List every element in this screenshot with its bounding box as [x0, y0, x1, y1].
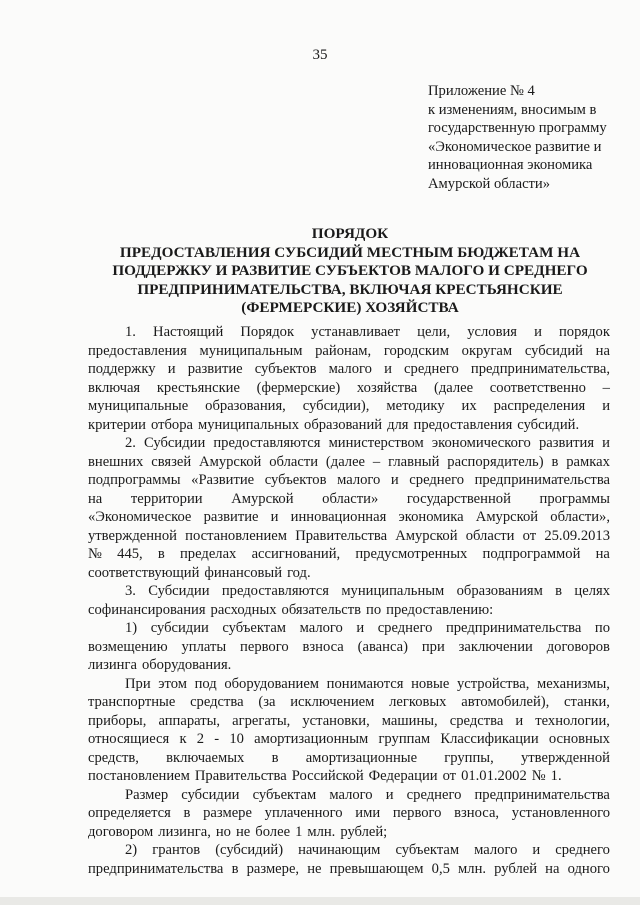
body-text: [88, 323, 610, 878]
appendix-line: Приложение № 4: [428, 83, 535, 99]
word: распределения: [493, 398, 586, 414]
word: финансовый: [204, 564, 283, 581]
word: предоставляются: [213, 435, 321, 451]
word: размере,: [246, 860, 300, 877]
word: малого: [329, 786, 373, 803]
word: год.: [287, 564, 311, 581]
word: Размер: [125, 786, 169, 803]
word: среднего: [377, 620, 433, 636]
body-line: [88, 712, 610, 731]
word: не: [235, 823, 251, 840]
word: развитие: [203, 509, 259, 525]
word: области»: [322, 490, 379, 507]
word: субъектам: [395, 842, 460, 858]
word: хозяйства: [356, 379, 418, 396]
word: не: [307, 860, 322, 877]
word: Амурской: [475, 509, 539, 525]
word: группы,: [444, 749, 494, 766]
body-line: [88, 453, 610, 472]
word: но: [215, 823, 231, 840]
word: машины,: [381, 712, 438, 729]
word: предоставления: [413, 416, 513, 433]
word: государственной: [406, 490, 511, 507]
word: группам: [378, 731, 431, 747]
word: предусмотренных: [355, 546, 468, 562]
word: агрегаты,: [232, 712, 291, 729]
word: малого: [337, 472, 381, 488]
body-line: [88, 564, 610, 583]
word: 3.: [125, 583, 136, 599]
word: цели,: [417, 324, 451, 340]
word: и: [534, 324, 542, 340]
word: (далее: [325, 453, 366, 470]
word: размере: [203, 805, 252, 821]
body-line: [88, 638, 610, 657]
word: соответственно: [489, 379, 586, 396]
word: амортизационным: [254, 731, 369, 747]
body-line: [88, 656, 610, 675]
word: ими: [355, 805, 381, 821]
word: программы: [539, 490, 610, 507]
word: их: [461, 398, 477, 414]
word: договором: [88, 823, 154, 840]
word: взноса,: [454, 805, 500, 821]
word: в: [271, 749, 279, 766]
word: в: [231, 860, 239, 877]
body-line: [88, 397, 610, 416]
body-line: [88, 379, 610, 398]
word: легковых: [389, 694, 447, 710]
word: транспортные: [88, 694, 176, 710]
word: уплаты: [181, 638, 227, 655]
word: №: [531, 768, 546, 784]
word: и: [167, 361, 176, 377]
word: в: [555, 583, 563, 599]
word: Российской: [291, 768, 364, 784]
word: и: [356, 620, 365, 636]
word: определяется: [88, 805, 171, 821]
word: «Экономическое: [88, 509, 192, 525]
word: аппараты,: [158, 712, 221, 729]
word: критерии: [88, 416, 146, 433]
word: заключении: [458, 638, 533, 655]
body-line: [88, 545, 610, 564]
word: для: [387, 416, 409, 433]
word: амортизационные: [305, 749, 418, 766]
word: соответствующий: [88, 564, 200, 581]
word: включая: [88, 379, 141, 396]
body-line: [88, 601, 610, 620]
word: договоров: [546, 638, 610, 655]
word: на: [595, 342, 610, 359]
word: (аванса): [357, 638, 408, 655]
word: исключением: [290, 694, 375, 710]
body-line: [88, 786, 610, 805]
word: «Развитие: [191, 472, 255, 488]
word: №: [88, 546, 102, 562]
title-line: ПОРЯДОК: [311, 225, 389, 242]
appendix-line: государственную программу: [428, 120, 607, 137]
word: основных: [548, 731, 610, 747]
body-line: [88, 860, 610, 879]
word: первого: [240, 638, 289, 655]
word: софинансирования: [88, 601, 206, 618]
body-line: [88, 416, 610, 435]
word: –: [372, 453, 381, 470]
body-line: [88, 823, 610, 842]
word: рублей: [494, 860, 538, 877]
word: (субсидий): [215, 842, 284, 858]
word: субсидии: [181, 786, 240, 803]
word: малого: [299, 620, 343, 636]
word: оборудованием: [224, 675, 320, 692]
word: распорядитель): [447, 453, 544, 470]
word: предпринимательства: [474, 472, 610, 488]
word: подпрограммы: [88, 472, 181, 488]
word: среднего: [555, 842, 610, 858]
word: 2.: [125, 435, 136, 451]
word: под: [194, 675, 217, 692]
word: Субсидии: [144, 435, 206, 451]
word: 01.01.2002: [461, 768, 527, 784]
word: министерством: [328, 435, 424, 451]
word: развитие: [187, 361, 243, 377]
word: рублей;: [340, 823, 388, 840]
word: в: [157, 546, 165, 562]
word: предоставлению:: [386, 601, 494, 618]
body-line: [88, 434, 610, 453]
word: районам,: [315, 342, 372, 359]
word: инновационная: [290, 509, 387, 525]
word: расходных: [210, 601, 277, 618]
word: субсидий: [524, 342, 583, 359]
word: возмещению: [88, 638, 168, 655]
word: от: [442, 768, 457, 784]
word: устанавливает: [311, 324, 401, 340]
body-line: [88, 767, 610, 786]
word: 10: [229, 731, 244, 747]
word: превышающем: [329, 860, 424, 877]
word: развития: [538, 435, 595, 451]
word: и: [515, 712, 524, 729]
word: и: [532, 842, 541, 858]
word: и: [384, 361, 392, 377]
word: одного: [567, 860, 610, 877]
word: малого: [328, 361, 372, 377]
word: среднего: [406, 786, 462, 803]
page-number: 35: [312, 47, 328, 63]
word: Субсидии: [148, 583, 210, 599]
word: включаемых: [166, 749, 245, 766]
word: внешних: [88, 453, 144, 470]
word: и: [390, 472, 399, 488]
word: -: [214, 731, 220, 747]
word: области: [465, 527, 515, 544]
word: приборы,: [88, 712, 147, 729]
word: главный: [388, 453, 440, 470]
word: порядок: [559, 324, 610, 340]
appendix-line: инновационная экономика: [428, 157, 593, 174]
word: предоставления: [88, 342, 187, 359]
word: (фермерские): [256, 379, 341, 396]
word: по: [366, 601, 382, 618]
word: Правительства: [295, 527, 388, 544]
word: механизмы,: [536, 675, 610, 692]
word: в: [551, 453, 559, 470]
body-line: [88, 342, 610, 361]
word: ассигнований,: [251, 546, 341, 562]
word: постановлением: [185, 527, 288, 544]
appendix-block: [428, 82, 633, 194]
word: средства: [449, 712, 504, 729]
word: станки,: [564, 694, 610, 710]
word: образованиям: [456, 583, 543, 599]
word: понимаются: [326, 675, 404, 692]
word: экономического: [431, 435, 531, 451]
word: округам: [461, 342, 513, 359]
word: (за: [258, 694, 276, 710]
word: пределах: [180, 546, 237, 562]
word: при: [421, 638, 445, 655]
word: При: [125, 675, 151, 692]
word: Амурской: [231, 490, 294, 507]
word: области»,: [550, 509, 610, 525]
title-line: ПРЕДПРИНИМАТЕЛЬСТВА, ВКЛЮЧАЯ КРЕСТЬЯНСКИЕ: [137, 280, 563, 298]
word: условия: [467, 324, 518, 340]
word: предоставляются: [221, 583, 329, 599]
word: средства: [190, 694, 244, 710]
word: на: [545, 860, 560, 877]
word: среднего: [409, 472, 464, 488]
word: в: [183, 805, 191, 821]
word: 1): [125, 620, 138, 636]
word: подпрограммой: [482, 546, 581, 562]
word: лизинга: [88, 657, 137, 673]
body-line: [88, 508, 610, 527]
word: 25.09.2013: [544, 527, 610, 544]
word: Правительства: [194, 768, 287, 784]
word: более: [255, 823, 291, 840]
document-title: [95, 225, 605, 318]
word: к: [179, 731, 187, 747]
body-line: [88, 730, 610, 749]
word: территории: [130, 490, 203, 507]
body-line: [88, 619, 610, 638]
word: предпринимательства: [88, 860, 224, 877]
word: 1: [295, 823, 303, 840]
word: млн.: [307, 823, 336, 840]
word: целях: [574, 583, 610, 599]
word: муниципальным: [199, 342, 303, 359]
word: образования,: [205, 398, 286, 414]
word: субъектов: [254, 361, 317, 377]
word: предпринимательства: [445, 620, 582, 636]
word: –: [602, 379, 610, 396]
word: субъектов: [264, 472, 327, 488]
word: муниципальные: [88, 398, 189, 414]
title-line: (ФЕРМЕРСКИЕ) ХОЗЯЙСТВА: [241, 299, 459, 317]
word: связей: [151, 453, 192, 470]
word: предпринимательства,: [470, 361, 610, 377]
body-line: [88, 360, 610, 379]
word: субъектам: [252, 786, 317, 803]
word: грантов: [152, 842, 201, 858]
word: методику: [386, 398, 445, 414]
word: (далее: [433, 379, 474, 396]
title-line: ПРЕДОСТАВЛЕНИЯ СУБСИДИЙ МЕСТНЫМ БЮДЖЕТАМ НА: [119, 243, 581, 261]
word: относящиеся: [88, 731, 170, 747]
word: 445,: [117, 546, 143, 562]
word: субсидии: [150, 620, 209, 636]
word: отбора: [150, 416, 193, 433]
word: поддержку: [88, 361, 156, 377]
word: предпринимательства: [474, 786, 610, 803]
body-line: [88, 471, 610, 490]
word: первого: [392, 805, 442, 821]
word: 1.: [125, 324, 136, 340]
word: и: [602, 435, 610, 451]
word: Федерации: [368, 768, 438, 784]
word: лизинга,: [158, 823, 211, 840]
word: на: [595, 546, 610, 562]
word: Настоящий: [153, 324, 224, 340]
body-line: [88, 749, 610, 768]
word: муниципальных: [197, 416, 300, 433]
body-line: [88, 675, 610, 694]
word: технологии,: [535, 712, 610, 729]
body-line: [88, 693, 610, 712]
word: взноса: [302, 638, 344, 655]
word: Амурской: [395, 527, 458, 544]
word: Порядок: [240, 324, 295, 340]
word: Амурской: [199, 453, 262, 470]
word: утвержденной: [88, 527, 177, 544]
word: этом: [158, 675, 187, 692]
word: 1.: [550, 768, 562, 784]
appendix-line: Амурской области»: [428, 175, 551, 192]
word: начинающим: [298, 842, 381, 858]
page-bottom-edge: [0, 897, 640, 905]
body-line: [88, 490, 610, 509]
word: постановлением: [88, 768, 190, 784]
word: установки,: [302, 712, 370, 729]
word: муниципальным: [341, 583, 445, 599]
word: субъектам: [222, 620, 287, 636]
title-line: ПОДДЕРЖКУ И РАЗВИТИЕ СУБЪЕКТОВ МАЛОГО И СРЕДНЕГО: [112, 262, 588, 280]
word: Классификации: [440, 731, 539, 747]
word: новые: [411, 675, 450, 692]
word: средств,: [88, 749, 139, 766]
word: и: [602, 398, 610, 414]
word: установленного: [511, 805, 610, 821]
word: автомобилей),: [461, 694, 550, 710]
word: субсидий.: [517, 416, 580, 433]
word: образований: [304, 416, 383, 433]
word: среднего: [404, 361, 459, 377]
word: рамках: [566, 453, 610, 470]
word: малого: [474, 842, 518, 858]
body-line: [88, 582, 610, 601]
body-line: [88, 527, 610, 546]
body-line: [88, 841, 610, 860]
word: по: [594, 620, 610, 636]
word: млн.: [458, 860, 487, 877]
word: от: [522, 527, 537, 544]
word: и: [385, 786, 394, 803]
word: 2): [125, 842, 138, 858]
appendix-line: «Экономическое развитие и: [428, 138, 602, 155]
word: и: [270, 509, 279, 525]
body-line: [88, 804, 610, 823]
word: оборудования.: [141, 657, 232, 673]
word: экономика: [398, 509, 464, 525]
word: обязательств: [281, 601, 362, 618]
word: 2: [196, 731, 205, 747]
word: городским: [383, 342, 449, 359]
word: 0,5: [431, 860, 450, 877]
word: области: [269, 453, 319, 470]
word: крестьянские: [156, 379, 240, 396]
word: субсидии),: [302, 398, 370, 414]
body-line: [88, 323, 610, 342]
word: на: [88, 490, 103, 507]
word: уплаченного: [264, 805, 343, 821]
word: устройства,: [456, 675, 530, 692]
word: утвержденной: [520, 749, 610, 766]
appendix-line: к изменениям, вносимым в: [428, 101, 597, 118]
